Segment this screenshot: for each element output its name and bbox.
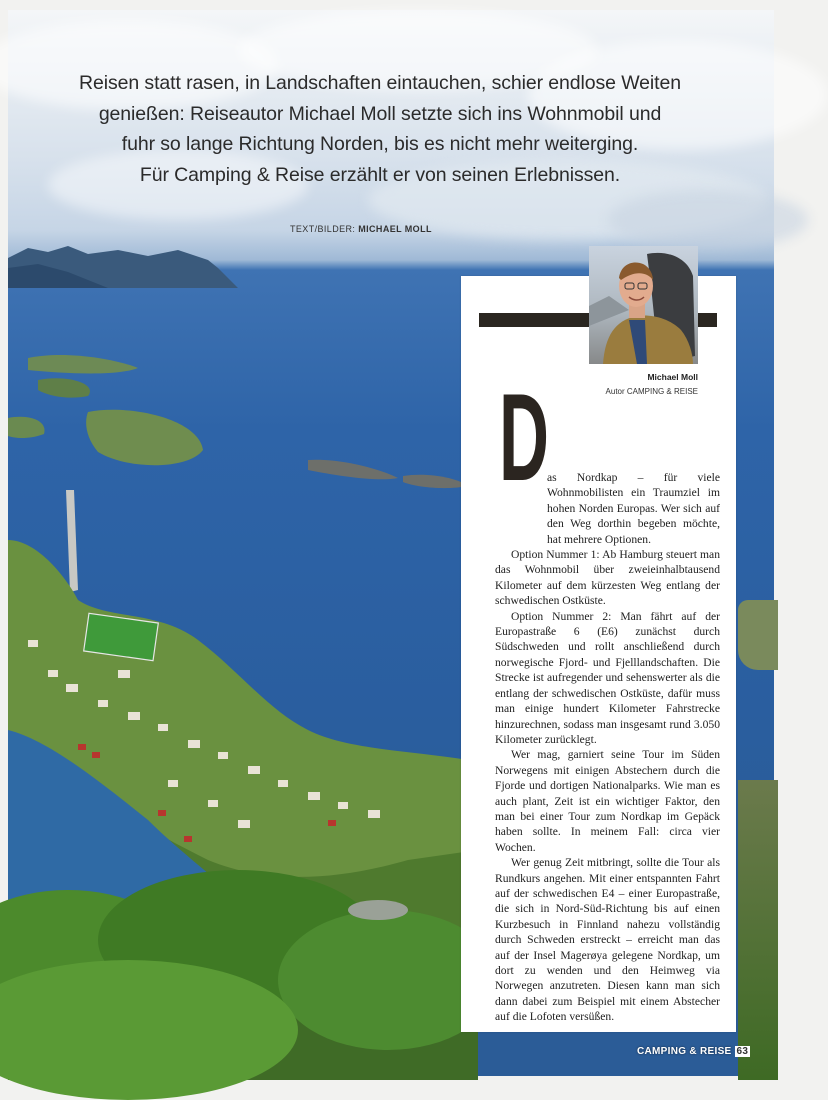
intro-line: fuhr so lange Richtung Norden, bis es nicht mehr weiterging. [121,133,639,155]
page-footer [637,1046,750,1057]
paragraph: Wer genug Zeit mitbringt, sollte die Tour als Rundkurs angehen. Mit einer entspannten Fahrt auf der schwedischen E4 – einer Europastraße, die sich in Nord-Süd-Richtung bis auf einen Kurzbesuch in Finnland nahezu vollständig durch Schweden erstreckt – erreicht man das auf der Insel Magerøya gelegene Nordkap, um dort zu wenden und den Heimweg via Norwegen anzutreten. Diesen kann man sich dann dabei zum Beispiel mit einem Abstecher auf die Lofoten versüßen. [495,856,720,1024]
byline [290,224,432,234]
decorative-bar [697,313,717,327]
paragraph-text: as Nordkap – für viele Wohnmobilisten ein Traumziel im hohen Norden Europas. Wer sich auf den Weg dorthin begeben möchte, hat mehrere Optionen. [547,471,720,546]
intro-line: Für Camping & Reise erzählt er von seinen Erlebnissen. [139,163,621,186]
island [738,600,778,670]
author-photo [589,246,698,364]
paragraph [495,470,720,547]
author-name: Michael Moll [647,372,698,382]
paragraph: Wer mag, garniert seine Tour im Süden Norwegens mit einigen Abstechern durch die Fjorde und dortigen Nationalparks. Wie man es auch plant, Zeit ist ein wichtiger Faktor, den man bei einer Tour zum Nordkap im Gepäck haben sollte. In meinem Fall: circa vier Wochen. [495,748,720,854]
intro-text [60,68,700,190]
byline-label: TEXT/BILDER: [290,224,356,234]
landscape-illustration [8,340,478,1080]
page-number: 63 [736,1046,749,1057]
drop-cap-letter: D [499,369,549,507]
author-role: Autor CAMPING & REISE [605,387,698,396]
article-body [495,470,720,1025]
magazine-name: CAMPING & REISE [637,1046,732,1057]
intro-line: Reisen statt rasen, in Landschaften eintauchen, schier endlose Weiten [79,72,681,94]
decorative-bar [479,313,591,327]
paragraph: Option Nummer 2: Man fährt auf der Europastraße 6 (E6) zunächst durch Südschweden und rollt anschließend durch norwegische Fjord- und Fjelllandschaften. Die Strecke ist aufregender und sehenswerter als die entlang der schwedischen Ostküste, dafür muss man einige hundert Kilometer Fahrstrecke hinzurechnen, sodass man insgesamt rund 3.050 Kilometer zurücklegt. [495,609,720,746]
byline-name: MICHAEL MOLL [358,224,432,234]
paragraph: Option Nummer 1: Ab Hamburg steuert man das Wohnmobil über zweieinhalbtausend Kilometer auf dem kürzesten Weg entlang der schwedischen Ostküste. [495,548,720,608]
intro-line: genießen: Reiseautor Michael Moll setzte sich ins Wohnmobil und [98,102,662,125]
land-strip [738,780,778,1080]
